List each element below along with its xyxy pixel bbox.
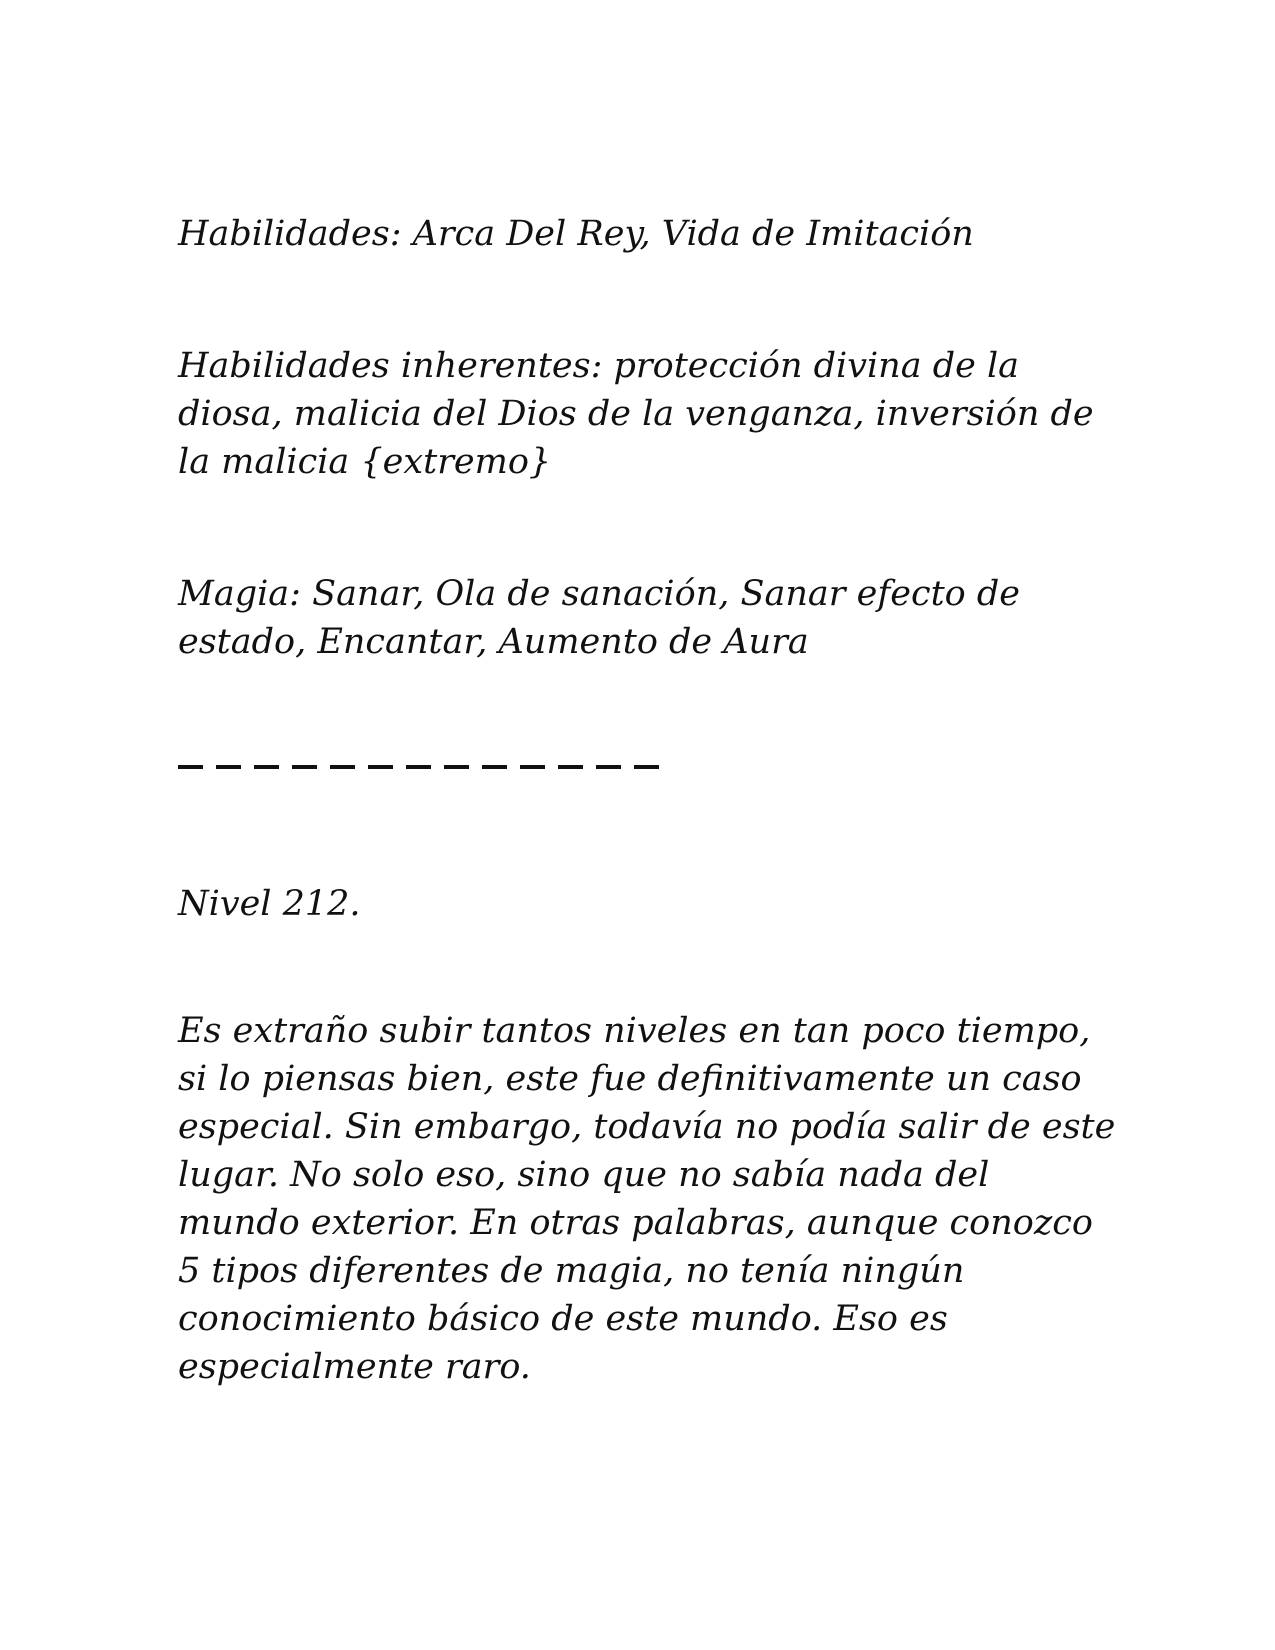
separator-dash <box>216 765 241 769</box>
text-line: Habilidades inherentes: protección divina de la <box>178 346 1020 386</box>
text-line: lugar. No solo eso, sino que no sabía nada del <box>178 1155 990 1195</box>
separator-dash <box>406 765 431 769</box>
text-line: especialmente raro. <box>178 1347 531 1387</box>
dashed-separator <box>178 765 659 769</box>
level-paragraph <box>178 880 1108 928</box>
text-line: si lo piensas bien, este fue definitivamente un caso <box>178 1059 1082 1099</box>
text-line: Magia: Sanar, Ola de sanación, Sanar efecto de <box>178 574 1020 614</box>
text-line: conocimiento básico de este mundo. Eso es <box>178 1299 948 1339</box>
separator-dash <box>558 765 583 769</box>
separator-dash <box>634 765 659 769</box>
separator-dash <box>444 765 469 769</box>
text-line: diosa, malicia del Dios de la venganza, inversión de <box>178 394 1094 434</box>
separator-dash <box>596 765 621 769</box>
separator-dash <box>520 765 545 769</box>
separator-dash <box>330 765 355 769</box>
separator-dash <box>482 765 507 769</box>
text-line: mundo exterior. En otras palabras, aunque conozco <box>178 1203 1093 1243</box>
text-line: estado, Encantar, Aumento de Aura <box>178 622 809 662</box>
separator-dash <box>292 765 317 769</box>
separator-dash <box>178 765 203 769</box>
text-line: la malicia {extremo} <box>178 442 552 482</box>
text-line: Es extraño subir tantos niveles en tan poco tiempo, <box>178 1011 1091 1051</box>
inherent-skills-paragraph <box>178 342 1108 486</box>
text-line: 5 tipos diferentes de magia, no tenía ningún <box>178 1251 965 1291</box>
skills-paragraph <box>178 210 1108 258</box>
text-line: Nivel 212. <box>178 884 361 924</box>
text-line: especial. Sin embargo, todavía no podía salir de este <box>178 1107 1116 1147</box>
text-line: Habilidades: Arca Del Rey, Vida de Imitación <box>178 214 974 254</box>
separator-dash <box>254 765 279 769</box>
magic-paragraph <box>178 570 1108 666</box>
narrative-paragraph <box>178 1007 1116 1391</box>
separator-dash <box>368 765 393 769</box>
